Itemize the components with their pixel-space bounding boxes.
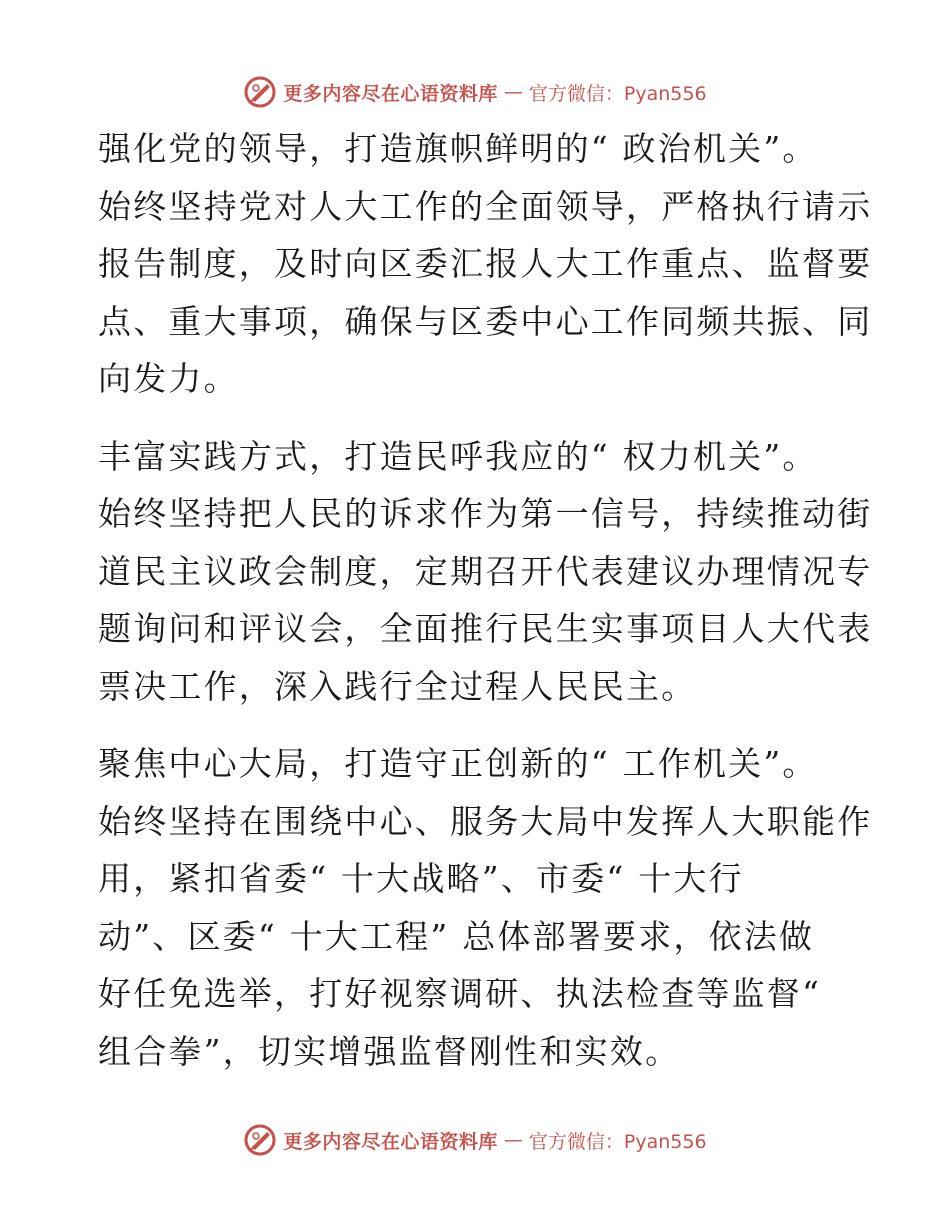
paragraph [98,428,873,716]
header-separator: — [503,81,523,103]
paragraph-line: 向发力。 [98,359,239,398]
paragraph-line: 道民主议政会制度，定期召开代表建议办理情况专 [98,551,873,591]
paragraph-line: 丰富实践方式，打造民呼我应的“ 权力机关”。 [98,436,818,476]
paragraph [98,735,873,1080]
brand-logo-icon [243,1123,277,1157]
paragraph-line: 始终坚持在围绕中心、服务大局中发挥人大职能作 [98,801,873,841]
brand-logo-icon [243,75,277,109]
paragraph [98,120,873,408]
page-header [0,70,950,114]
header-contact: 官方微信：Pyan556 [528,82,707,105]
paragraph-line: 聚焦中心大局，打造守正创新的“ 工作机关”。 [98,744,818,783]
header-brand-text: 更多内容尽在心语资料库 [283,82,498,105]
page-footer [0,1118,950,1162]
paragraph-line: 强化党的领导，打造旗帜鲜明的“ 政治机关”。 [98,129,818,168]
paragraph-line: 组合拳”，切实增强监督刚性和实效。 [98,1031,681,1071]
footer-separator: — [503,1129,523,1151]
footer-brand-text: 更多内容尽在心语资料库 [283,1130,498,1153]
paragraph-line: 始终坚持把人民的诉求作为第一信号，持续推动街 [98,494,873,533]
paragraph-line: 好任免选举，打好视察调研、执法检查等监督“ [98,974,822,1013]
paragraph-line: 票决工作，深入践行全过程人民民主。 [98,666,697,706]
document-body [98,120,873,1100]
paragraph-line: 点、重大事项，确保与区委中心工作同频共振、同 [98,301,873,341]
footer-contact: 官方微信：Pyan556 [528,1130,707,1153]
paragraph-line: 动”、区委“ 十大工程” 总体部署要求，依法做 [98,916,815,956]
paragraph-line: 始终坚持党对人大工作的全面领导，严格执行请示 [98,186,873,226]
paragraph-line: 题询问和评议会，全面推行民生实事项目人大代表 [98,609,873,648]
paragraph-line: 报告制度，及时向区委汇报人大工作重点、监督要 [98,244,873,283]
footer-brand [243,1122,706,1158]
paragraph-line: 用，紧扣省委“ 十大战略”、市委“ 十大行 [98,859,744,898]
header-brand [243,74,706,110]
